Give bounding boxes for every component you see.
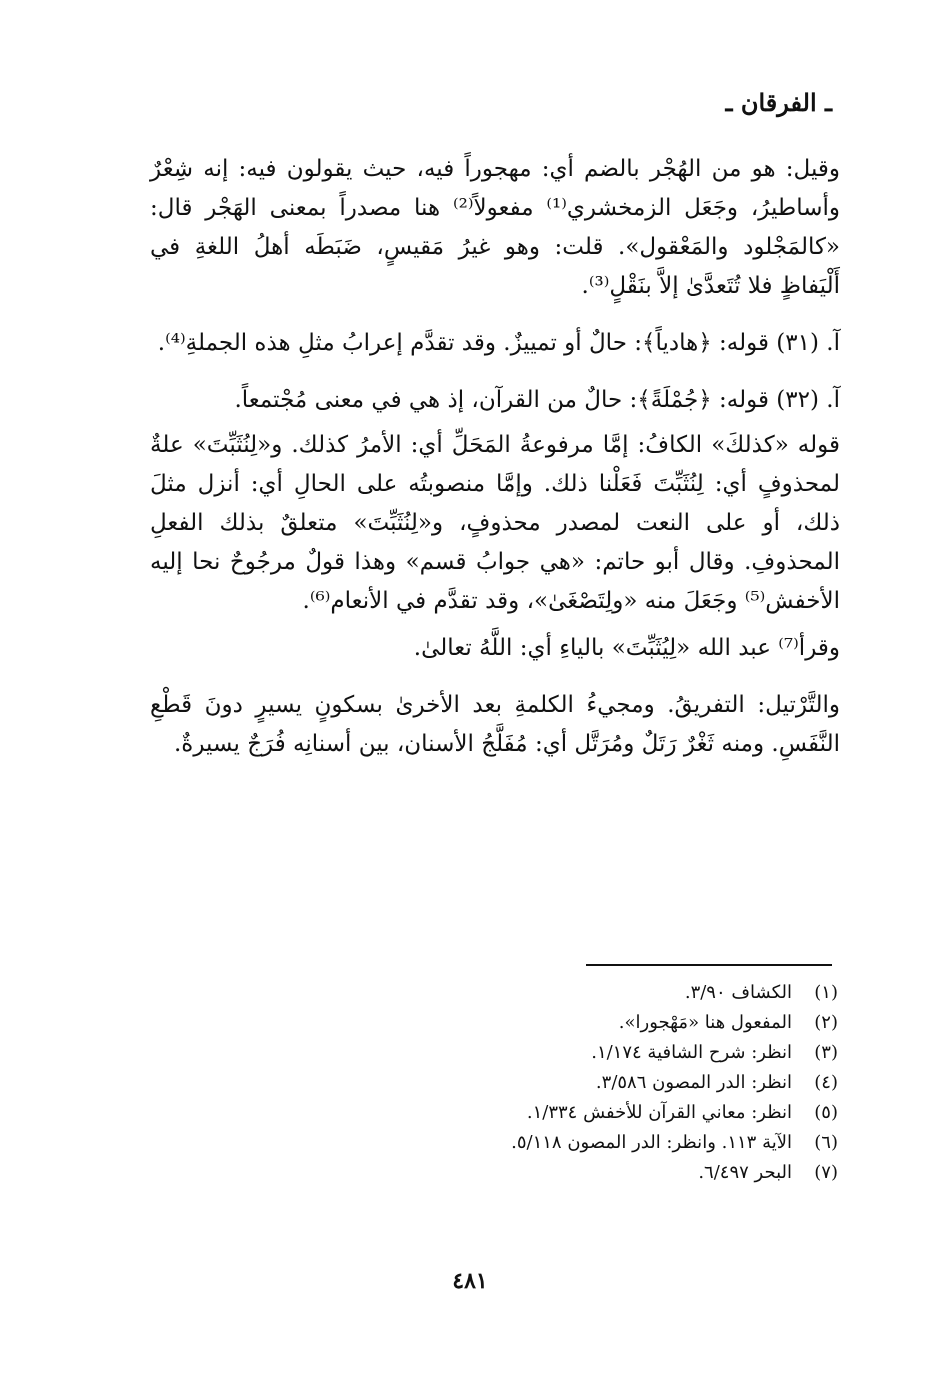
- footnote-number: (٧): [814, 1162, 838, 1183]
- footnote-number: (٦): [814, 1132, 838, 1153]
- footnote-text: انظر: معاني القرآن للأخفش ١/٣٣٤.: [526, 1102, 792, 1123]
- footnote-number: (٤): [814, 1072, 838, 1093]
- footnote-item: [238, 1038, 838, 1068]
- footnote-text: المفعول هنا «مَهْجورا».: [618, 1012, 792, 1033]
- footnote-item: [238, 1098, 838, 1128]
- paragraph: آ. (٣١) قوله: ﴿هادياً﴾: حالٌ أو تمييزٌ. وقد تقدَّم إعرابُ مثلِ هذه الجملةِ⁽⁴⁾.: [157, 330, 840, 356]
- paragraph: آ. (٣٢) قوله: ﴿جُمْلَةً﴾: حالٌ من القرآن، إذ هي في معنى مُجْتمعاً.: [234, 387, 840, 413]
- footnote-item: [238, 1008, 838, 1038]
- footnote-item: [238, 1158, 838, 1188]
- running-header: ـ الفرقان ـ: [725, 88, 832, 117]
- footnote-number: (١): [814, 982, 838, 1003]
- footnote-item: [238, 1128, 838, 1158]
- footnote-text: الآية ١١٣. وانظر: الدر المصون ٥/١١٨.: [511, 1132, 792, 1153]
- page-number: ٤٨١: [452, 1268, 488, 1294]
- main-text: [150, 150, 840, 764]
- paragraph: وقيل: هو من الهُجْر بالضم أي: مهجوراً فيه، حيث يقولون فيه: إنه شِعْرٌ وأساطيرُ، وجَعَل الزمخشري⁽¹⁾ مفعولاً⁽²⁾ هنا مصدراً بمعنى الهَجْر قال: «كالمَجْلود والمَعْقول». قلت: وهو غيرُ مَقيسٍ، ضَبَطَه أهلُ اللغةِ في أَلْيَفاظٍ فلا تُتَعدَّىٰ إلاَّ بنَقْلٍ⁽³⁾.: [150, 156, 840, 299]
- footnote-text: البحر ٦/٤٩٧.: [698, 1162, 792, 1183]
- footnotes-list: [238, 978, 838, 1188]
- footnote-text: انظر: الدر المصون ٣/٥٨٦.: [595, 1072, 792, 1093]
- footnote-number: (٢): [814, 1012, 838, 1033]
- paragraph: وقرأ⁽⁷⁾ عبد الله «لِيُثَبِّتَ» بالياءِ أي: اللَّهُ تعالىٰ.: [413, 635, 840, 661]
- footnote-item: [238, 978, 838, 1008]
- footnote-number: (٥): [814, 1102, 838, 1123]
- footnote-text: الكشاف ٣/٩٠.: [684, 982, 792, 1003]
- paragraph: قوله «كذلكَ» الكافُ: إمَّا مرفوعةُ المَحَلِّ أي: الأمرُ كذلك. و«لِنُثَبِّتَ» علةٌ لمحذوفٍ أي: لِنُثَبِّتَ فَعَلْنا ذلك. وإمَّا منصوبتُه على الحالِ أي: أنزل مثلَ ذلك، أو على النعت لمصدر محذوفٍ، و«لِنُثَبِّتَ» متعلقٌ بذلك الفعلِ المحذوفِ. وقال أبو حاتم: «هي جوابُ قسم» وهذا قولٌ مرجُوحٌ نحا إليه الأخفش⁽⁵⁾ وجَعَلَ منه «ولِتَصْغَىٰ»، وقد تقدَّم في الأنعام⁽⁶⁾.: [150, 432, 840, 614]
- footnote-text: انظر: شرح الشافية ١/١٧٤.: [591, 1042, 792, 1063]
- paragraph: والتَّرْتيل: التفريقُ. ومجيءُ الكلمةِ بعد الأخرىٰ بسكونٍ يسيرٍ دونَ قَطْعِ النَّفَسِ. ومنه ثَغْرٌ رَتَلٌ ومُرَتَّل أي: مُفَلَّجُ الأسنان، بين أسنانِه فُرَجٌ يسيرةٌ.: [150, 692, 840, 757]
- footnote-item: [238, 1068, 838, 1098]
- footnote-number: (٣): [814, 1042, 838, 1063]
- footnotes-divider: [586, 964, 832, 966]
